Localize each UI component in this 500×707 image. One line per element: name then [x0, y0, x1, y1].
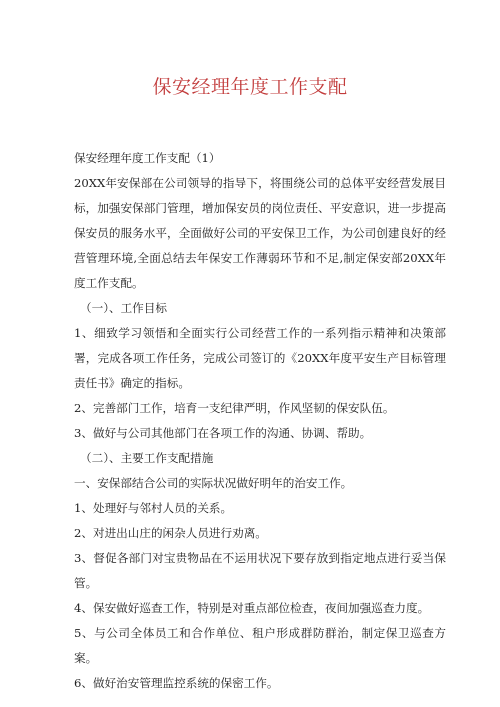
measure-item: 6、做好治安管理监控系统的保密工作。 — [74, 676, 279, 690]
document-body — [74, 146, 446, 696]
measure-item: 3、督促各部门对宝贵物品在不运用状况下要存放到指定地点进行妥当保管。 — [74, 551, 446, 590]
goal-item: 2、完善部门工作，培育一支纪律严明，作风坚韧的保安队伍。 — [74, 401, 395, 415]
measures-heading: 一、安保部结合公司的实际状况做好明年的治安工作。 — [74, 476, 353, 490]
section-heading-measures: （二）、主要工作支配措施 — [80, 451, 214, 465]
section-heading-goals: （一）、工作目标 — [80, 301, 167, 315]
goal-item: 1、细致学习领悟和全面实行公司经营工作的一系列指示精神和决策部署，完成各项工作任务，完成公司签订的《20XX年度平安生产目标管理责任书》确定的指标。 — [74, 326, 446, 390]
document-title: 保安经理年度工作支配 — [152, 76, 348, 98]
goal-item: 3、做好与公司其他部门在各项工作的沟通、协调、帮助。 — [74, 426, 372, 440]
subtitle: 保安经理年度工作支配（1） — [74, 151, 221, 165]
measure-item: 5、与公司全体员工和合作单位、租户形成群防群治，制定保卫巡查方案。 — [74, 626, 446, 665]
measure-item: 1、处理好与邻村人员的关系。 — [74, 501, 233, 515]
intro-paragraph: 20XX年安保部在公司领导的指导下，将围绕公司的总体平安经营发展目标，加强安保部门管理，增加保安员的岗位责任、平安意识，进一步提高保安员的服务水平，全面做好公司的平安保卫工作，为公司创建良好的经营管理环境,全面总结去年保安工作薄弱环节和不足,制定保安部20XX年度工作支配。 — [74, 176, 446, 290]
measure-item: 4、保安做好巡查工作，特别是对重点部位检查，夜间加强巡查力度。 — [74, 601, 430, 615]
measure-item: 2、对进出山庄的闲杂人员进行劝离。 — [74, 526, 267, 540]
